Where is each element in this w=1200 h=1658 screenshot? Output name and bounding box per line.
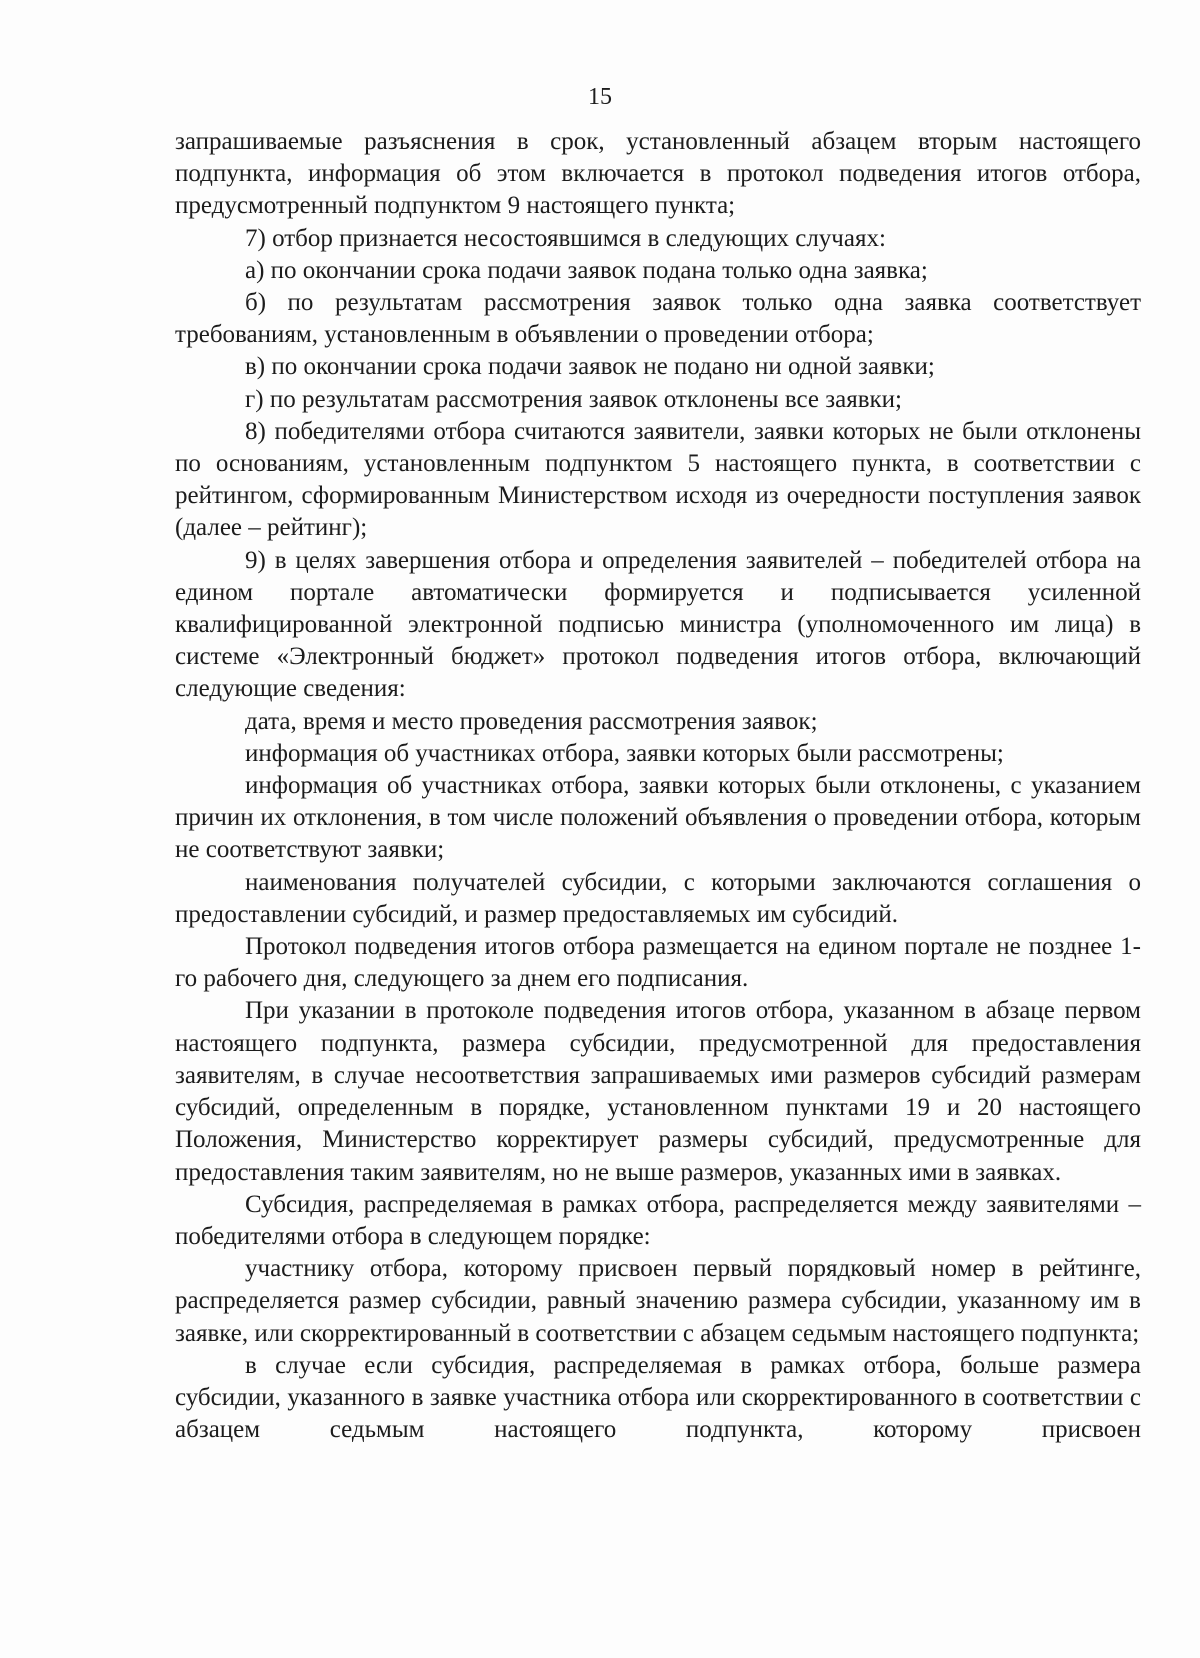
paragraph: дата, время и место проведения рассмотрения заявок; xyxy=(245,707,818,735)
paragraph: При указании в протоколе подведения итогов отбора, указанном в абзаце первом настоящего подпункта, размера субсидии, предусмотренной для предоставления заявителям, в случае несоответствия запрашиваемых ими размеров субсидий размерам субсидий, определенным в порядке, установленном пунктами 19 и 20 настоящего Положения, Министерство корректирует размеры субсидий, предусмотренные для предоставления таким заявителям, но не выше размеров, указанных ими в заявках. xyxy=(175,997,1141,1186)
paragraph: наименования получателей субсидии, с которыми заключаются соглашения о предоставлении субсидий, и размер предоставляемых им субсидий. xyxy=(175,868,1141,928)
paragraph: 9) в целях завершения отбора и определения заявителей – победителей отбора на едином портале автоматически формируется и подписывается усиленной квалифицированной электронной подписью министра (уполномоченного им лица) в системе «Электронный бюджет» протокол подведения итогов отбора, включающий следующие сведения: xyxy=(175,546,1141,703)
paragraph: г) по результатам рассмотрения заявок отклонены все заявки; xyxy=(245,385,902,413)
paragraph: 8) победителями отбора считаются заявители, заявки которых не были отклонены по основаниям, установленным подпунктом 5 настоящего пункта, в соответствии с рейтингом, сформированным Министерством исходя из очередности поступления заявок (далее – рейтинг); xyxy=(175,417,1141,542)
document-body xyxy=(175,126,1141,1446)
paragraph: в) по окончании срока подачи заявок не подано ни одной заявки; xyxy=(245,353,935,381)
paragraph: запрашиваемые разъяснения в срок, установленный абзацем вторым настоящего подпункта, информация об этом включается в протокол подведения итогов отбора, предусмотренный подпунктом 9 настоящего пункта; xyxy=(175,128,1141,220)
paragraph: информация об участниках отбора, заявки которых были отклонены, с указанием причин их отклонения, в том числе положений объявления о проведении отбора, которым не соответствуют заявки; xyxy=(175,772,1141,864)
paragraph: а) по окончании срока подачи заявок подана только одна заявка; xyxy=(245,256,928,284)
paragraph: Субсидия, распределяемая в рамках отбора, распределяется между заявителями – победителями отбора в следующем порядке: xyxy=(175,1190,1141,1250)
paragraph: в случае если субсидия, распределяемая в рамках отбора, больше размера субсидии, указанного в заявке участника отбора или скорректированного в соответствии с абзацем седьмым настоящего подпункта, которому присвоен xyxy=(175,1351,1141,1444)
page-number: 15 xyxy=(588,84,612,110)
paragraph: 7) отбор признается несостоявшимся в следующих случаях: xyxy=(245,224,886,252)
paragraph: б) по результатам рассмотрения заявок только одна заявка соответствует требованиям, установленным в объявлении о проведении отбора; xyxy=(175,289,1141,349)
paragraph: информация об участниках отбора, заявки которых были рассмотрены; xyxy=(245,739,1004,767)
paragraph: Протокол подведения итогов отбора размещается на едином портале не позднее 1-го рабочего дня, следующего за днем его подписания. xyxy=(175,933,1141,993)
paragraph: участнику отбора, которому присвоен первый порядковый номер в рейтинге, распределяется размер субсидии, равный значению размера субсидии, указанному им в заявке, или скорректированный в соответствии с абзацем седьмым настоящего подпункта; xyxy=(175,1255,1141,1347)
